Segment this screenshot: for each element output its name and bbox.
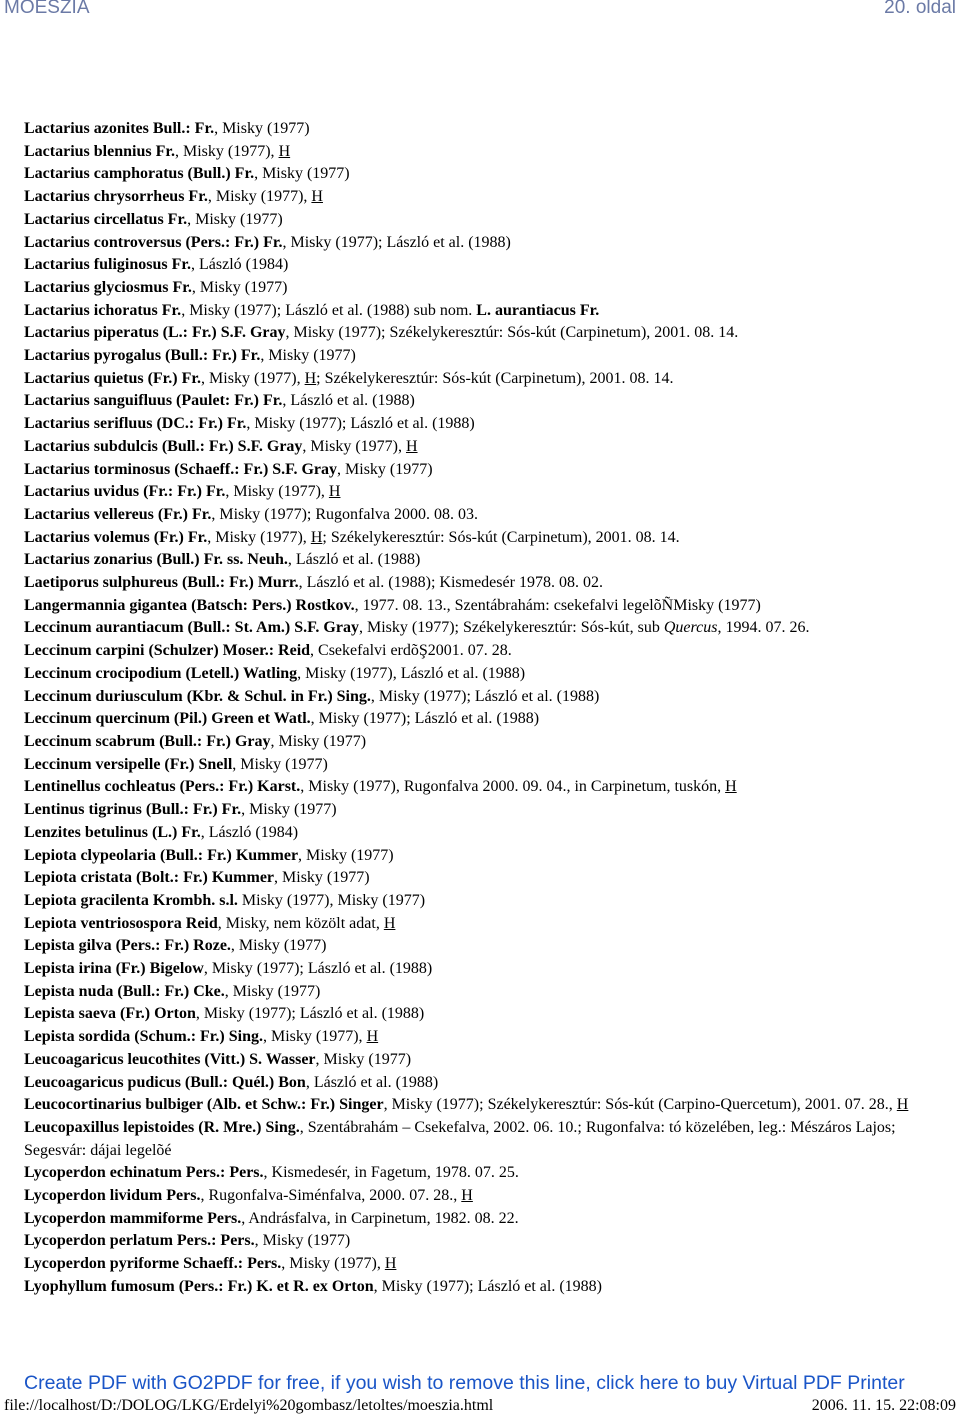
- species-reference: , Misky (1977),: [281, 1255, 385, 1273]
- list-item: [24, 1117, 949, 1162]
- species-name: Lactarius torminosus (Schaeff.: Fr.) S.F. Gray: [24, 460, 338, 478]
- species-name: Lycoperdon perlatum Pers.: Pers.: [24, 1232, 255, 1250]
- species-reference: , Misky (1977): [254, 1232, 351, 1250]
- species-synonym: L. aurantiacus Fr.: [476, 301, 600, 319]
- list-item: [24, 913, 949, 936]
- list-item: [24, 754, 949, 777]
- list-item: [24, 141, 949, 164]
- species-reference: , Misky (1977): [191, 278, 288, 296]
- species-name: Langermannia gigantea (Batsch: Pers.) Rostkov.: [24, 596, 355, 614]
- species-reference: , Misky (1977): [270, 732, 367, 750]
- species-reference: , Szentábrahám – Csekefalva, 2002. 06. 10.; Rugonfalva: tó közelében, leg.: Mészáros Lajos; Segesvár: dájai legelõé: [24, 1118, 896, 1159]
- list-item: [24, 1208, 949, 1231]
- list-item: [24, 799, 949, 822]
- species-name: Leccinum carpini (Schulzer) Moser.: Reid: [24, 642, 311, 660]
- species-reference: , Misky (1977); László et al. (1988): [195, 1005, 425, 1023]
- species-reference: , Misky (1977); Székelykeresztúr: Sós-kút, sub: [358, 619, 664, 637]
- print-date: 2006. 11. 15. 22:08:09: [811, 1397, 956, 1414]
- species-reference: , Misky (1977), Rugonfalva 2000. 09. 04., in Carpinetum, tuskón,: [300, 778, 726, 796]
- list-item: [24, 1072, 949, 1095]
- list-item: [24, 504, 949, 527]
- list-item: [24, 958, 949, 981]
- species-reference: , Misky (1977),: [225, 483, 329, 501]
- species-name: Lactarius pyrogalus (Bull.: Fr.) Fr.: [24, 347, 261, 365]
- herbarium-mark: H: [896, 1096, 909, 1114]
- species-name: Lactarius camphoratus (Bull.) Fr.: [24, 165, 255, 183]
- page-number: 20. oldal: [884, 0, 956, 18]
- list-item: [24, 1276, 949, 1299]
- herbarium-mark: H: [405, 437, 418, 455]
- header-title: MOESZIA: [4, 0, 90, 18]
- herbarium-mark: H: [310, 528, 323, 546]
- herbarium-mark: H: [304, 369, 317, 387]
- species-reference: , László et al. (1988); Kismedesér 1978. 08. 02.: [298, 574, 603, 592]
- page-header: [0, 0, 960, 22]
- file-path: file://localhost/D:/DOLOG/LKG/Erdelyi%20gombasz/letoltes/moeszia.html: [4, 1397, 494, 1414]
- list-item: [24, 436, 949, 459]
- species-name: Lactarius piperatus (L.: Fr.) S.F. Gray: [24, 324, 286, 342]
- species-reference: , Misky (1977); Székelykeresztúr: Sós-kút (Carpinetum), 2001. 08. 14.: [285, 324, 739, 342]
- species-name: Lenzites betulinus (L.) Fr.: [24, 823, 201, 841]
- species-reference: , Misky (1977); Székelykeresztúr: Sós-kút (Carpino-Quercetum), 2001. 07. 28.,: [383, 1096, 897, 1114]
- species-reference: , Misky (1977): [254, 165, 350, 183]
- species-name: Lepista nuda (Bull.: Fr.) Cke.: [24, 982, 225, 1000]
- species-name: Lycoperdon pyriforme Schaeff.: Pers.: [24, 1255, 282, 1273]
- list-item: [24, 459, 949, 482]
- species-reference: Misky (1977), Misky (1977): [237, 891, 426, 909]
- list-item: [24, 663, 949, 686]
- species-name: Lentinus tigrinus (Bull.: Fr.) Fr.: [24, 801, 242, 819]
- species-reference: , Misky (1977); László et al. (1988): [246, 415, 475, 433]
- list-item: [24, 1162, 949, 1185]
- species-name: Lactarius ichoratus Fr.: [24, 301, 182, 319]
- species-name: Leucoagaricus pudicus (Bull.: Quél.) Bon: [24, 1073, 306, 1091]
- herbarium-mark: H: [366, 1028, 379, 1046]
- species-reference: , Misky (1977); László et al. (1988) sub nom.: [181, 301, 477, 319]
- species-reference: , Misky (1977); László et al. (1988): [282, 233, 511, 251]
- species-name: Lactarius quietus (Fr.) Fr.: [24, 369, 202, 387]
- list-item: [24, 572, 949, 595]
- list-item: [24, 640, 949, 663]
- list-item: [24, 390, 949, 413]
- herbarium-mark: H: [383, 914, 396, 932]
- species-reference: , Misky (1977): [337, 460, 433, 478]
- list-item: [24, 549, 949, 572]
- habitat-name: Quercus: [663, 619, 718, 637]
- species-reference: , Misky (1977),: [207, 188, 312, 206]
- species-reference: , Misky (1977): [260, 347, 356, 365]
- species-name: Lactarius sanguifluus (Paulet: Fr.) Fr.: [24, 392, 283, 410]
- herbarium-mark: H: [725, 778, 737, 796]
- species-reference: , Misky (1977): [187, 210, 283, 228]
- list-item: [24, 1185, 949, 1208]
- species-name: Lepiota ventriosospora Reid: [24, 914, 218, 932]
- species-name: Lactarius serifluus (DC.: Fr.) Fr.: [24, 415, 247, 433]
- species-name: Leccinum crocipodium (Letell.) Watling: [24, 664, 298, 682]
- species-name: Leccinum aurantiacum (Bull.: St. Am.) S.F. Gray: [24, 619, 359, 637]
- species-name: Leucoagaricus leucothites (Vitt.) S. Wasser: [24, 1050, 316, 1068]
- species-name: Lepista saeva (Fr.) Orton: [24, 1005, 196, 1023]
- list-item: [24, 186, 949, 209]
- species-name: Leccinum scabrum (Bull.: Fr.) Gray: [24, 732, 271, 750]
- list-item: [24, 254, 949, 277]
- list-item: [24, 935, 949, 958]
- species-name: Leccinum duriusculum (Kbr. & Schul. in Fr.) Sing.: [24, 687, 371, 705]
- species-reference: , Misky (1977): [274, 869, 370, 887]
- list-item: [24, 322, 949, 345]
- species-name: Lactarius fuliginosus Fr.: [24, 256, 191, 274]
- species-reference: , Csekefalvi erdõŞ2001. 07. 28.: [310, 642, 512, 660]
- list-item: [24, 1094, 949, 1117]
- species-reference: , László et al. (1988): [305, 1073, 439, 1091]
- species-reference: , Misky (1977): [298, 846, 394, 864]
- species-reference: , Misky (1977): [241, 801, 337, 819]
- list-item: [24, 1253, 949, 1276]
- list-item: [24, 776, 949, 799]
- list-item: [24, 527, 949, 550]
- species-reference: , Misky (1977); László et al. (1988): [310, 710, 540, 728]
- herbarium-mark: H: [328, 483, 341, 501]
- species-reference: , Misky, nem közölt adat,: [217, 914, 384, 932]
- species-reference: , Misky (1977); László et al. (1988): [203, 960, 433, 978]
- species-reference: , László et al. (1988): [282, 392, 415, 410]
- species-name: Lepiota cristata (Bolt.: Fr.) Kummer: [24, 869, 275, 887]
- list-item: [24, 209, 949, 232]
- species-reference: , Misky (1977): [232, 755, 328, 773]
- species-reference: , László (1984): [191, 256, 289, 274]
- list-item: [24, 890, 949, 913]
- list-item: [24, 277, 949, 300]
- list-item: [24, 345, 949, 368]
- species-name: Lycoperdon echinatum Pers.: Pers.: [24, 1164, 264, 1182]
- herbarium-mark: H: [461, 1187, 473, 1205]
- species-name: Lycoperdon mammiforme Pers.: [24, 1209, 242, 1227]
- species-reference: , László et al. (1988): [287, 551, 421, 569]
- species-reference: , Andrásfalva, in Carpinetum, 1982. 08. 22.: [241, 1209, 519, 1227]
- species-name: Lepiota gracilenta Krombh. s.l.: [24, 891, 238, 909]
- species-reference: , Misky (1977),: [207, 528, 311, 546]
- species-reference: , Misky (1977): [224, 982, 321, 1000]
- species-reference: , Misky (1977); László et al. (1988): [373, 1277, 603, 1295]
- species-name: Lepista irina (Fr.) Bigelow: [24, 960, 204, 978]
- list-item: [24, 595, 949, 618]
- list-item: [24, 118, 949, 141]
- list-item: [24, 1230, 949, 1253]
- species-name: Lactarius uvidus (Fr.: Fr.) Fr.: [24, 483, 226, 501]
- list-item: [24, 300, 949, 323]
- list-item: [24, 413, 949, 436]
- species-name: Leccinum quercinum (Pil.) Green et Watl.: [24, 710, 311, 728]
- species-name: Lentinellus cochleatus (Pers.: Fr.) Karst.: [24, 778, 301, 796]
- species-reference: , Rugonfalva-Siménfalva, 2000. 07. 28.,: [200, 1187, 462, 1205]
- species-reference-extra: ; Székelykeresztúr: Sós-kút (Carpinetum), 2001. 08. 14.: [322, 528, 680, 546]
- species-reference: , Misky (1977),: [175, 142, 279, 160]
- species-name: Lepista gilva (Pers.: Fr.) Roze.: [24, 937, 231, 955]
- list-item: [24, 1026, 949, 1049]
- list-item: [24, 731, 949, 754]
- list-item: [24, 845, 949, 868]
- species-reference-extra: ; Székelykeresztúr: Sós-kút (Carpinetum), 2001. 08. 14.: [316, 369, 674, 387]
- species-name: Laetiporus sulphureus (Bull.: Fr.) Murr.: [24, 574, 299, 592]
- species-reference: , Misky (1977),: [201, 369, 305, 387]
- species-name: Lyophyllum fumosum (Pers.: Fr.) K. et R. ex Orton: [24, 1277, 374, 1295]
- species-reference: , Misky (1977),: [263, 1028, 367, 1046]
- herbarium-mark: H: [384, 1255, 397, 1273]
- species-reference: , Misky (1977): [230, 937, 327, 955]
- species-reference: , 1977. 08. 13., Szentábrahám: csekefalvi legelõÑMisky (1977): [354, 596, 761, 614]
- species-reference: , Misky (1977), László et al. (1988): [297, 664, 526, 682]
- herbarium-mark: H: [311, 188, 323, 206]
- species-name: Lactarius azonites Bull.: Fr.: [24, 120, 215, 137]
- species-reference: , Misky (1977); László et al. (1988): [370, 687, 600, 705]
- species-reference: , Kismedesér, in Fagetum, 1978. 07. 25.: [263, 1164, 519, 1182]
- go2pdf-promo-link[interactable]: Create PDF with GO2PDF for free, if you wish to remove this line, click here to buy Virtual PDF Printer: [24, 1372, 905, 1394]
- list-item: [24, 981, 949, 1004]
- species-reference-extra: , 1994. 07. 26.: [717, 619, 810, 637]
- species-reference: , Misky (1977): [315, 1050, 412, 1068]
- species-name: Lactarius controversus (Pers.: Fr.) Fr.: [24, 233, 283, 251]
- species-name: Lactarius chrysorrheus Fr.: [24, 188, 208, 206]
- species-name: Lactarius circellatus Fr.: [24, 210, 188, 228]
- list-item: [24, 822, 949, 845]
- species-reference: , Misky (1977); Rugonfalva 2000. 08. 03.: [211, 505, 479, 523]
- species-name: Leucocortinarius bulbiger (Alb. et Schw.: Fr.) Singer: [24, 1096, 384, 1114]
- list-item: [24, 1003, 949, 1026]
- species-name: Lactarius blennius Fr.: [24, 142, 175, 160]
- species-reference: , Misky (1977),: [302, 437, 406, 455]
- herbarium-mark: H: [278, 142, 291, 160]
- species-name: Leccinum versipelle (Fr.) Snell: [24, 755, 233, 773]
- list-item: [24, 232, 949, 255]
- species-name: Lepiota clypeolaria (Bull.: Fr.) Kummer: [24, 846, 299, 864]
- species-reference: , Misky (1977): [214, 120, 310, 137]
- list-item: [24, 1049, 949, 1072]
- list-item: [24, 686, 949, 709]
- list-item: [24, 708, 949, 731]
- species-reference: , László (1984): [200, 823, 299, 841]
- species-name: Lactarius glyciosmus Fr.: [24, 278, 192, 296]
- species-name: Lepista sordida (Schum.: Fr.) Sing.: [24, 1028, 263, 1046]
- species-list: [24, 118, 949, 1299]
- list-item: [24, 368, 949, 391]
- list-item: [24, 867, 949, 890]
- species-name: Lactarius subdulcis (Bull.: Fr.) S.F. Gray: [24, 437, 303, 455]
- list-item: [24, 481, 949, 504]
- list-item: [24, 163, 949, 186]
- species-name: Lactarius zonarius (Bull.) Fr. ss. Neuh.: [24, 551, 288, 569]
- species-name: Lactarius volemus (Fr.) Fr.: [24, 528, 208, 546]
- species-name: Lycoperdon lividum Pers.: [24, 1187, 201, 1205]
- species-name: Lactarius vellereus (Fr.) Fr.: [24, 505, 212, 523]
- species-name: Leucopaxillus lepistoides (R. Mre.) Sing.: [24, 1118, 300, 1136]
- list-item: [24, 617, 949, 640]
